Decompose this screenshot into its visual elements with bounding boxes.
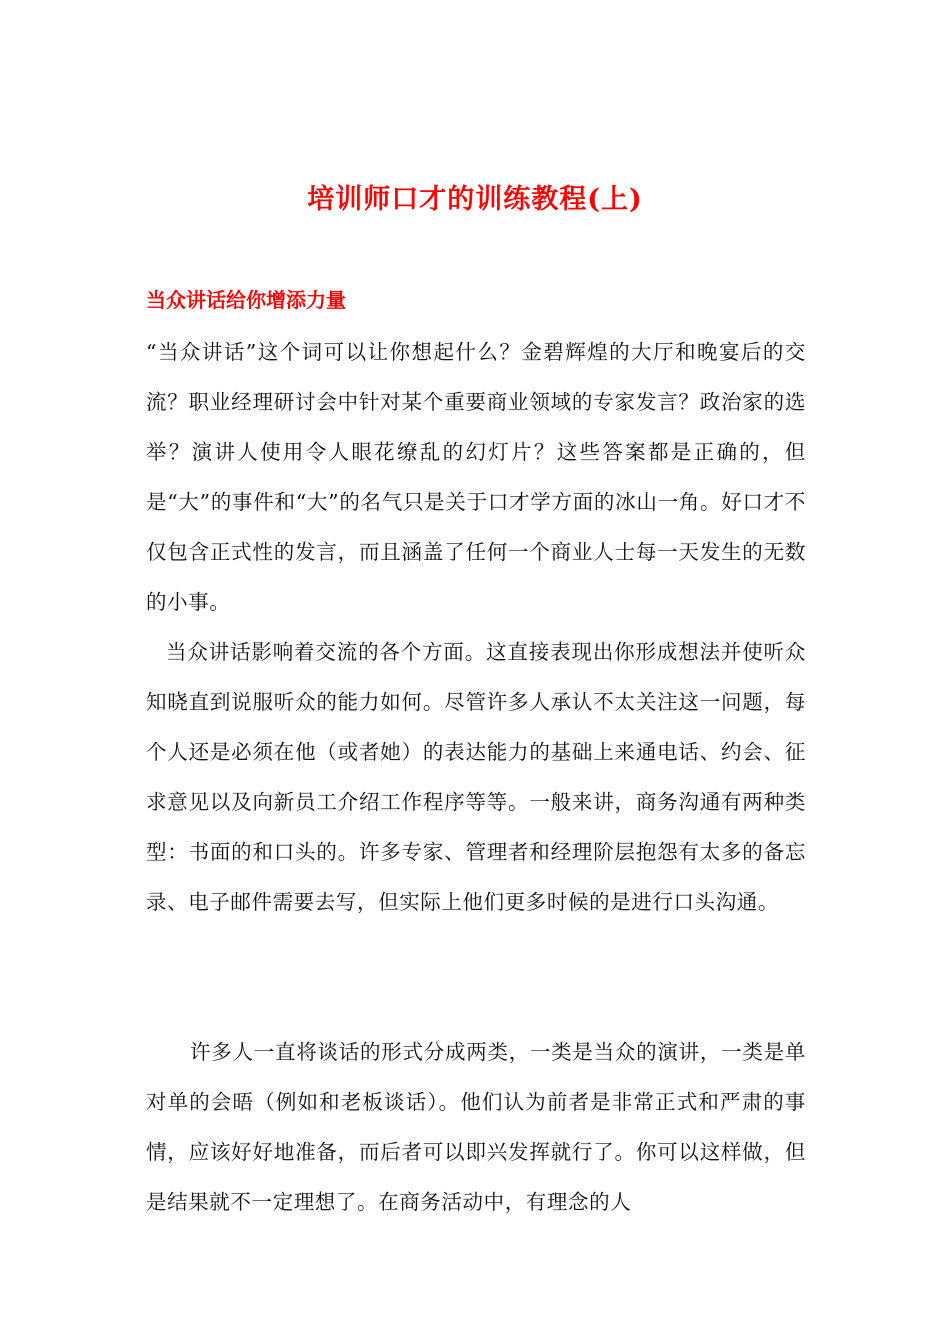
section-heading: 当众讲话给你增添力量 bbox=[146, 288, 346, 312]
body-paragraph-1: “当众讲话”这个词可以让你想起什么？金碧辉煌的大厅和晚宴后的交流？职业经理研讨会中针对某个重要商业领域的专家发言？政治家的选举？演讲人使用令人眼花缭乱的幻灯片？这些答案都是正确的，但是“大”的事件和“大”的名气只是关于口才学方面的冰山一角。好口才不仅包含正式性的发言，而且涵盖了任何一个商业人士每一天发生的无数的小事。 bbox=[146, 340, 806, 614]
page-title: 培训师口才的训练教程(上) bbox=[307, 184, 643, 215]
body-paragraph-2: 当众讲话影响着交流的各个方面。这直接表现出你形成想法并使听众知晓直到说服听众的能力如何。尽管许多人承认不太关注这一问题，每个人还是必须在他（或者她）的表达能力的基础上来通电话、约会、征求意见以及向新员工介绍工作程序等等。一般来讲，商务沟通有两种类型：书面的和口头的。许多专家、管理者和经理阶层抱怨有太多的备忘录、电子邮件需要去写，但实际上他们更多时候的是进行口头沟通。 bbox=[146, 640, 806, 914]
body-paragraph-3: 许多人一直将谈话的形式分成两类，一类是当众的演讲，一类是单对单的会晤（例如和老板谈话）。他们认为前者是非常正式和严肃的事情，应该好好地准备，而后者可以即兴发挥就行了。你可以这样做，但是结果就不一定理想了。在商务活动中，有理念的人 bbox=[146, 1040, 806, 1214]
